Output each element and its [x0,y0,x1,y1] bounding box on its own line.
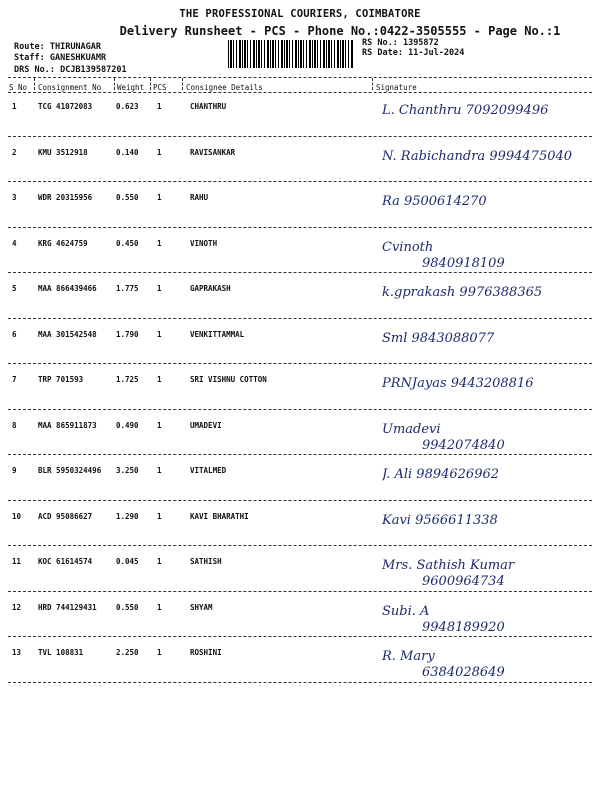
pcs-value: 1 [157,375,162,384]
signature-line: R. Mary [382,649,435,664]
barcode [228,40,354,68]
handwritten-signature [382,513,587,529]
row-separator [8,227,592,228]
serial-number: 7 [12,375,17,384]
column-divider [34,78,35,90]
signature-line: Ra 9500614270 [382,194,487,209]
signature-line: J. Ali 9894626962 [382,467,500,482]
header-top-rule [8,77,592,78]
route-field [14,42,101,52]
serial-number: 9 [12,466,17,475]
weight-value: 0.623 [116,102,139,111]
pcs-value: 1 [157,420,162,430]
serial-number: 11 [12,557,22,566]
handwritten-signature [382,604,587,636]
row-separator [8,591,592,592]
row-separator [8,181,592,182]
staff-field [14,53,106,63]
serial-number: 13 [12,648,22,657]
consignment-number: WDR 20315956 [38,193,93,202]
handwritten-signature [382,149,587,165]
rs-date-label: RS Date: [362,48,403,58]
pcs-value: 1 [157,648,162,657]
consignment-number: BLR 5950324496 [38,466,102,475]
route-value: THIRUNAGAR [49,42,102,52]
consignee-name: GAPRAKASH [190,284,231,293]
consignment-number: MAA 865911873 [38,420,97,430]
pcs-value: 1 [157,238,162,248]
handwritten-signature [382,194,587,210]
consignment-number: MAA 301542548 [38,329,97,339]
pcs-value: 1 [157,466,162,475]
handwritten-signature [382,558,587,590]
handwritten-signature [382,331,587,347]
consignment-number: KMU 3512918 [38,147,88,157]
rs-no-value: 1395872 [402,38,439,48]
row-separator [8,545,592,546]
column-divider [150,78,151,90]
column-header-weight: Weight [117,83,145,92]
column-header-consignee: Consignee Details [186,83,263,92]
weight-value: 1.775 [116,284,139,293]
row-separator [8,272,592,273]
weight-value: 0.045 [116,557,139,566]
row-separator [8,500,592,501]
consignee-name: SATHISH [190,557,222,566]
weight-value: 2.250 [116,648,139,657]
signature-line: L. Chanthru 7092099496 [382,103,549,118]
row-separator [8,409,592,410]
weight-value: 0.490 [116,420,139,430]
serial-number: 10 [12,511,22,521]
consignee-name: VINOTH [190,238,218,248]
drs-field [14,65,127,75]
row-separator [8,682,592,683]
serial-number: 1 [12,102,17,111]
signature-phone: 9840918109 [422,255,505,271]
handwritten-signature [382,376,587,392]
weight-value: 1.725 [116,375,139,384]
serial-number: 12 [12,602,22,612]
consignee-name: CHANTHRU [190,102,227,111]
row-separator [8,363,592,364]
route-label: Route: [14,42,45,52]
consignment-number: KRG 4624759 [38,238,88,248]
rs-no-label: RS No.: [362,38,398,48]
column-header-signature: Signature [376,83,417,92]
weight-value: 3.250 [116,466,139,475]
signature-line: k.gprakash 9976388365 [382,285,543,300]
signature-line: Mrs. Sathish Kumar [382,558,515,573]
signature-line: N. Rabichandra 9994475040 [382,148,573,164]
handwritten-signature [382,285,587,301]
consignee-name: UMADEVI [190,420,222,430]
consignment-number: TVL 108831 [38,648,84,657]
signature-line: Subi. A [382,603,430,619]
pcs-value: 1 [157,329,162,339]
signature-line: Umadevi [382,421,441,437]
consignment-number: TRP 701593 [38,375,84,384]
staff-value: GANESHKUAMR [49,53,107,63]
serial-number: 8 [12,420,17,430]
column-header-pcs: PCS [153,83,167,92]
weight-value: 1.790 [116,329,139,339]
page-subtitle: Delivery Runsheet - PCS - Phone No.:0422-3505555 - Page No.:1 [119,24,561,38]
row-separator [8,454,592,455]
consignment-number: MAA 866439466 [38,284,97,293]
serial-number: 4 [12,238,17,248]
consignee-name: KAVI BHARATHI [190,511,249,521]
consignment-number: HRD 744129431 [38,602,97,612]
column-header-sno: S No [9,83,28,92]
handwritten-signature [382,422,587,454]
handwritten-signature [382,649,587,681]
signature-phone: 6384028649 [422,665,505,680]
consignee-name: ROSHINI [190,648,222,657]
serial-number: 3 [12,193,17,202]
page-title: THE PROFESSIONAL COURIERS, COIMBATORE [179,8,421,20]
consignment-number: KOC 61614574 [38,557,93,566]
signature-phone: 9600964734 [422,574,505,589]
signature-line: Sml 9843088077 [382,330,495,346]
signature-phone: 9942074840 [422,437,505,453]
column-divider [182,78,183,90]
consignee-name: SRI VISHNU COTTON [190,375,267,384]
pcs-value: 1 [157,511,162,521]
pcs-value: 1 [157,602,162,612]
pcs-value: 1 [157,284,162,293]
weight-value: 0.450 [116,238,139,248]
rs-date-value: 11-Jul-2024 [408,48,465,58]
pcs-value: 1 [157,557,162,566]
pcs-value: 1 [157,147,162,157]
signature-line: Cvinoth [382,239,434,255]
column-divider [114,78,115,90]
serial-number: 5 [12,284,17,293]
pcs-value: 1 [157,193,162,202]
row-separator [8,318,592,319]
signature-line: PRNJayas 9443208816 [382,376,534,391]
row-separator [8,136,592,137]
serial-number: 6 [12,329,17,339]
column-header-consignment: Consignment No [38,83,102,92]
consignee-name: RAVISANKAR [190,147,236,157]
consignee-name: VITALMED [190,466,227,475]
weight-value: 0.550 [116,193,139,202]
signature-line: Kavi 9566611338 [382,512,498,528]
consignment-number: TCG 41072083 [38,102,93,111]
pcs-value: 1 [157,102,162,111]
column-divider [372,78,373,90]
signature-phone: 9948189920 [422,619,505,635]
staff-label: Staff: [14,53,45,63]
handwritten-signature [382,240,587,272]
handwritten-signature [382,103,587,119]
drs-value: DCJB139587201 [60,65,127,75]
row-separator [8,636,592,637]
handwritten-signature [382,467,587,483]
serial-number: 2 [12,147,17,157]
weight-value: 0.140 [116,147,139,157]
rs-date-field [362,48,464,58]
header-bottom-rule [8,92,592,93]
drs-label: DRS No.: [14,65,55,75]
rs-no-field [362,38,439,48]
consignee-name: VENKITTAMMAL [190,329,245,339]
weight-value: 1.290 [116,511,139,521]
weight-value: 0.550 [116,602,139,612]
consignment-number: ACD 95086627 [38,511,93,521]
consignee-name: SHYAM [190,602,213,612]
consignee-name: RAHU [190,193,209,202]
